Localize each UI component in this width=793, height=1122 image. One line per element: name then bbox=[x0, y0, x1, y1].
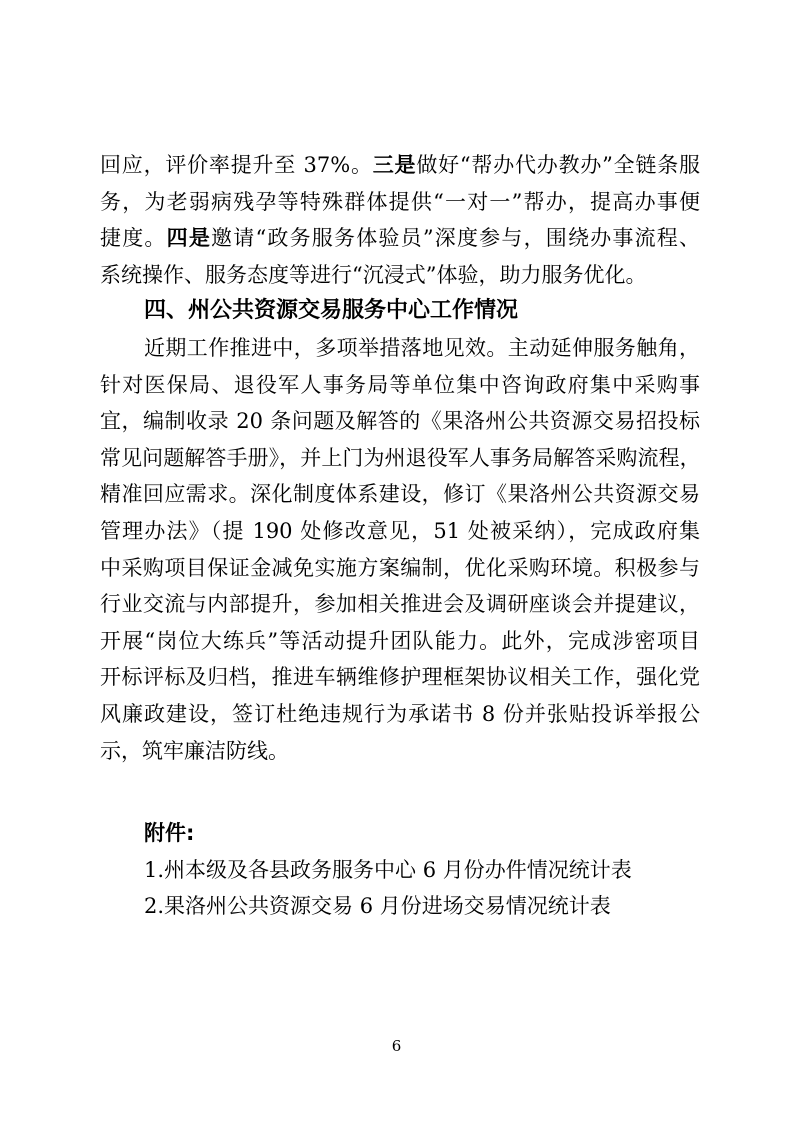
text-line bbox=[100, 220, 700, 257]
text-line bbox=[100, 440, 700, 477]
attachment-item: 2.果洛州公共资源交易 6 月份进场交易情况统计表 bbox=[144, 894, 611, 919]
text-segment: 回应，评价率提升至 37%。 bbox=[100, 153, 373, 177]
text-segment: 常见问题解答手册》，并上门为州退役军人事务局解答采购流程， bbox=[100, 445, 700, 470]
text-segment: 捷度。 bbox=[100, 226, 167, 251]
text-segment: 开展“岗位大练兵”等活动提升团队能力。此外，完成涉密项目 bbox=[100, 628, 700, 653]
section-heading: 四、州公共资源交易服务中心工作情况 bbox=[144, 298, 519, 324]
text-line bbox=[100, 367, 700, 404]
attachment-item: 1.州本级及各县政务服务中心 6 月份办件情况统计表 bbox=[144, 857, 632, 882]
bold-emphasis: 三是 bbox=[372, 153, 417, 177]
text-segment: 邀请“政务服务体验员”深度参与，围绕办事流程、 bbox=[211, 226, 701, 251]
text-line bbox=[100, 476, 700, 513]
bold-emphasis: 四是 bbox=[166, 226, 212, 251]
text-line bbox=[100, 586, 700, 623]
text-segment: 中采购项目保证金减免实施方案编制，优化采购环境。积极参与 bbox=[100, 555, 700, 580]
text-segment: 近期工作推进中，多项举措落地见效。主动延伸服务触角， bbox=[144, 335, 700, 360]
text-segment: 风廉政建设，签订杜绝违规行为承诺书 8 份并张贴投诉举报公 bbox=[100, 701, 700, 726]
text-line bbox=[100, 550, 700, 587]
attachments-label: 附件: bbox=[144, 821, 195, 846]
text-line bbox=[100, 733, 700, 770]
text-segment: 系统操作、服务态度等进行“沉浸式”体验，助力服务优化。 bbox=[100, 262, 647, 287]
text-line bbox=[100, 513, 700, 550]
vertical-spacer bbox=[100, 769, 700, 815]
text-segment: 做好“帮办代办教办”全链条服 bbox=[416, 153, 701, 177]
text-segment: 针对医保局、退役军人事务局等单位集中咨询政府集中采购事 bbox=[100, 372, 700, 397]
text-segment: 示，筑牢廉洁防线。 bbox=[100, 738, 289, 763]
text-line bbox=[100, 184, 700, 221]
attachment-list bbox=[100, 852, 700, 925]
text-line bbox=[100, 403, 700, 440]
document-content bbox=[100, 147, 700, 925]
text-segment: 行业交流与内部提升，参加相关推进会及调研座谈会并提建议， bbox=[100, 592, 700, 617]
text-line bbox=[100, 659, 700, 696]
text-segment: 宜，编制收录 20 条问题及解答的《果洛州公共资源交易招投标 bbox=[100, 409, 700, 434]
text-segment: 精准回应需求。深化制度体系建设，修订《果洛州公共资源交易 bbox=[100, 482, 700, 507]
text-line bbox=[100, 696, 700, 733]
text-line bbox=[100, 147, 700, 184]
section-paragraph bbox=[100, 330, 700, 769]
text-segment: 务，为老弱病残孕等特殊群体提供“一对一”帮办，提高办事便 bbox=[100, 189, 700, 214]
text-line bbox=[100, 623, 700, 660]
text-segment: 开标评标及归档，推进车辆维修护理框架协议相关工作，强化党 bbox=[100, 665, 700, 690]
text-line bbox=[100, 330, 700, 367]
text-line bbox=[100, 257, 700, 294]
text-segment: 管理办法》（提 190 处修改意见，51 处被采纳），完成政府集 bbox=[100, 518, 700, 543]
continuation-paragraph bbox=[100, 147, 700, 293]
page-number: 6 bbox=[391, 1037, 402, 1055]
